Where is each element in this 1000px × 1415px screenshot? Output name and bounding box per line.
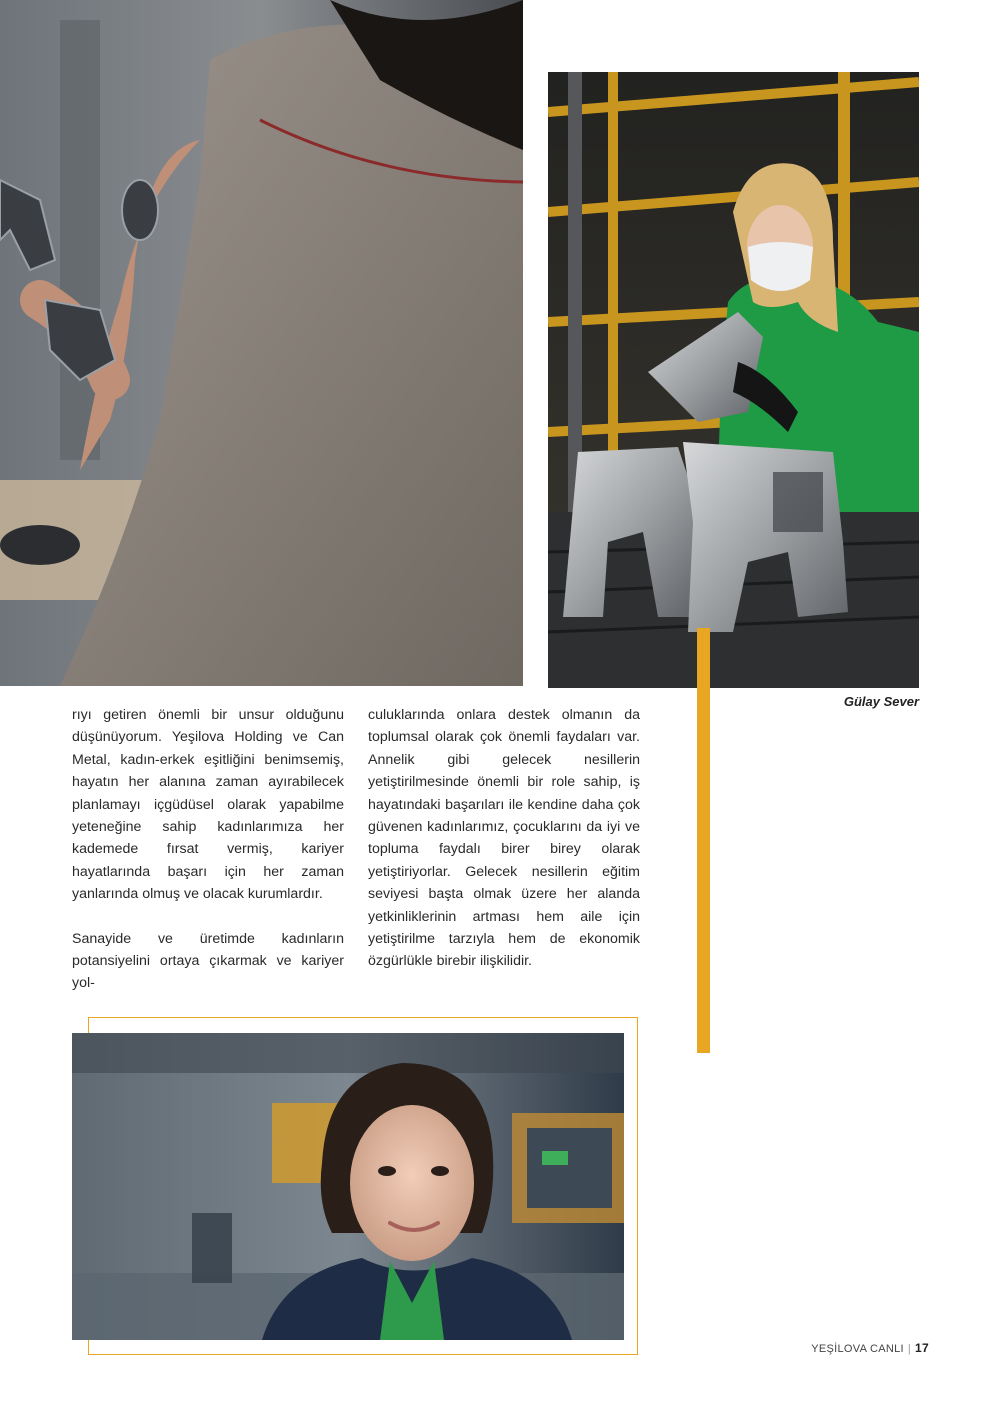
- page-number: 17: [915, 1341, 929, 1355]
- page-footer: [811, 1341, 929, 1355]
- paragraph: rıyı getiren önemli bir unsur olduğunu düşünüyorum. Yeşilova Holding ve Can Metal, kadın-erkek eşitliğini benimsemiş, hayatın her alanına zaman ayırabilecek planlamayı içgüdüsel olarak yapabilme yeteneğine sahip kadınlarımıza her kademede fırsat vermiş, kariyer hayatlarında başarı için her zaman yanlarında olmuş ve olacak kurumlardır.: [72, 707, 344, 903]
- text-column-right: [368, 704, 640, 995]
- paragraph: culuklarında onlara destek olmanın da toplumsal olarak çok önemli faydaları var. Annelik gibi gelecek nesillerin yetiştirilmesinde önemli bir role sahip, iş hayatındaki başarıları ile kendine daha çok güvenen kadınlarımız, çocuklarını da iyi ve topluma faydalı birer birey olarak yetiştiriyorlar. Gelecek nesillerin eğitim seviyesi başta olmak üzere her alanda yetkinliklerinin artması hem aile için yetiştirilme tarzıyla hem de ekonomik özgürlükle birebir ilişkilidir.: [368, 707, 640, 970]
- text-column-left: [72, 704, 344, 1017]
- paragraph: Sanayide ve üretimde kadınların potansiyelini ortaya çıkarmak ve kariyer yol-: [72, 930, 344, 992]
- accent-bar: [697, 628, 710, 1053]
- publication-name: YEŞİLOVA CANLI: [811, 1343, 904, 1355]
- photo-caption: Gülay Sever: [843, 694, 919, 709]
- photo-smiling-worker: [72, 1033, 624, 1340]
- photo-gulay-sever: [548, 72, 919, 688]
- photo-worker-back: [0, 0, 523, 686]
- footer-divider: |: [907, 1343, 912, 1355]
